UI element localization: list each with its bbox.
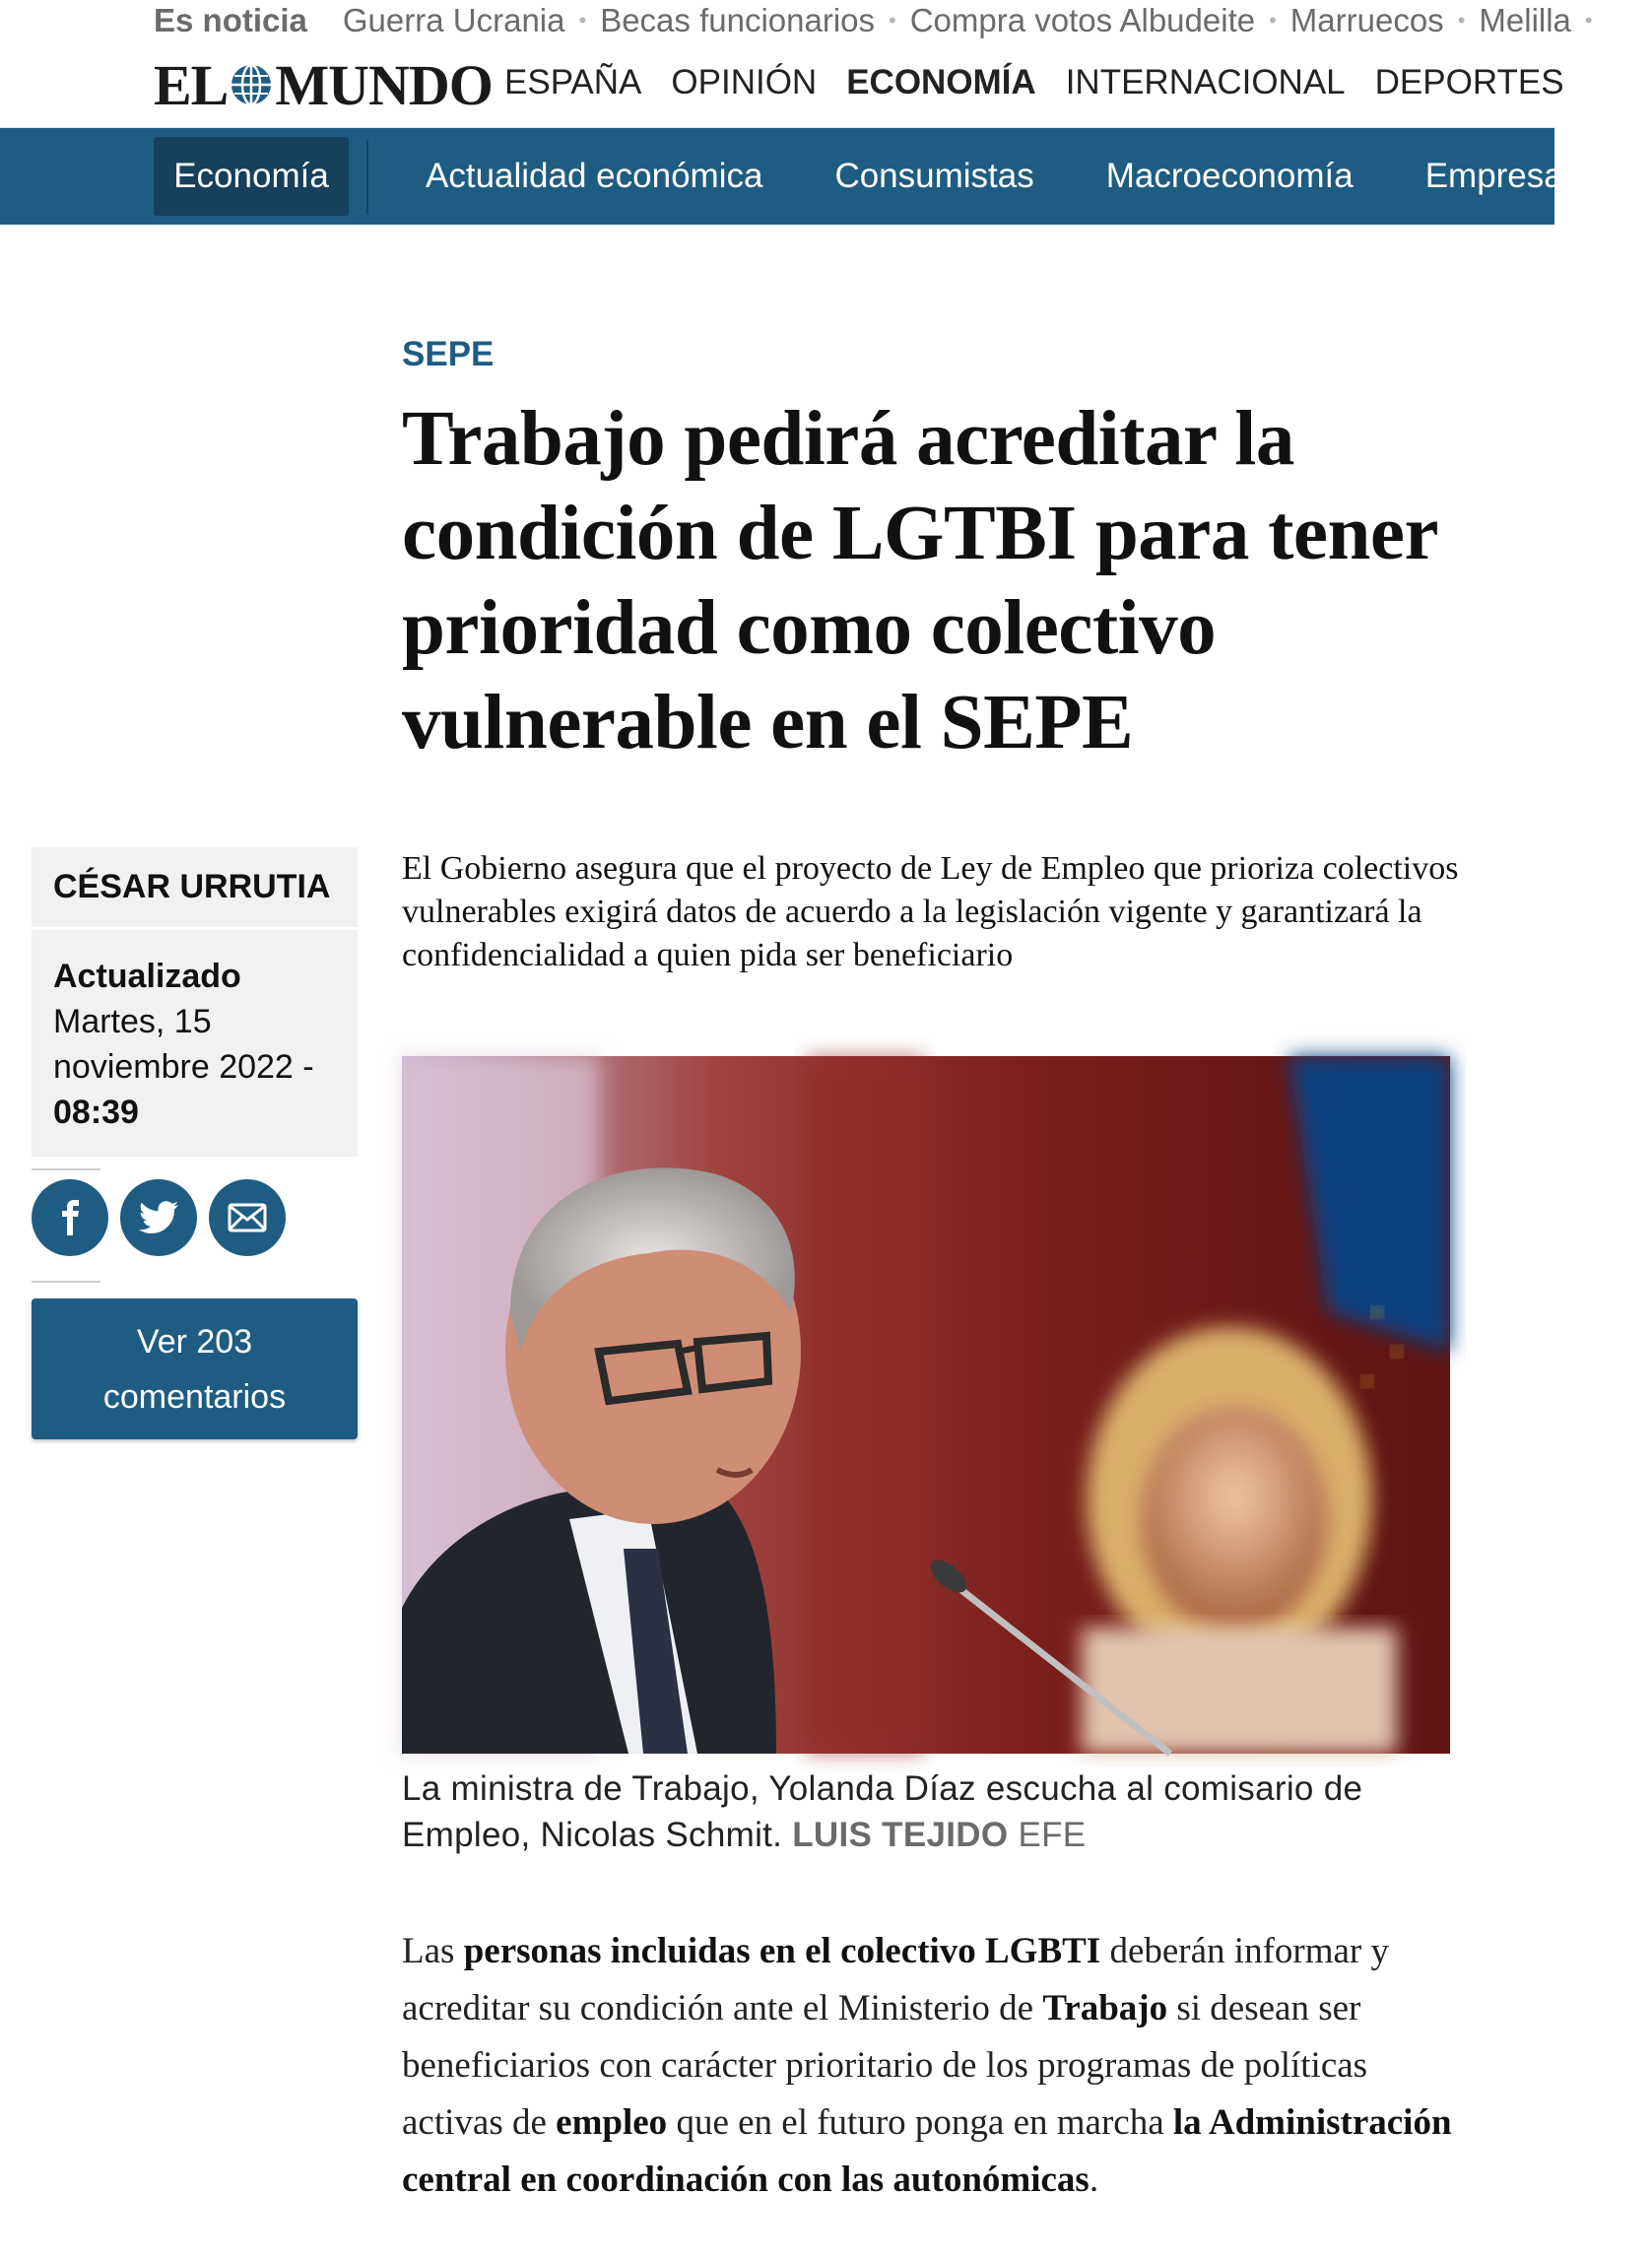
masthead [0,41,1564,128]
article-headline: Trabajo pedirá acreditar la condición de LGTBI para tener prioridad como colectivo vulnerable en el SEPE [402,396,1437,765]
nav-internacional[interactable]: INTERNACIONAL [1065,63,1346,101]
subsection-macroeconomia[interactable]: Macroeconomía [1105,157,1354,195]
share-email-button[interactable] [209,1179,286,1256]
photo-credit: LUIS TEJIDO [792,1816,1009,1854]
nav-economia[interactable]: ECONOMÍA [846,63,1036,101]
section-nav [0,128,1581,225]
trending-link[interactable]: Compra votos Albudeite [909,2,1256,38]
update-info [32,930,358,1157]
share-buttons [32,1179,286,1256]
separator-dot: • [578,8,587,33]
trending-link[interactable]: Becas funcionarios [600,2,876,38]
nav-opinion[interactable]: OPINIÓN [671,63,818,101]
logo-text-right: MUNDO [275,52,493,117]
body-text: Las [402,1931,464,1971]
article-photo[interactable] [402,1056,1450,1754]
body-bold-text: Trabajo [1042,1988,1168,2028]
trending-link[interactable]: Guerra Ucrania [342,2,565,38]
body-bold-text: la Administración central en coordinación con las autonómicas [402,2102,1452,2200]
separator-dot: • [1269,8,1277,33]
body-text: que en el futuro ponga en marcha [667,2102,1173,2143]
divider [32,1168,100,1170]
byline-panel [32,847,358,1157]
email-icon [228,1203,267,1232]
updated-time: 08:39 [53,1094,139,1131]
updated-label: Actualizado [53,958,241,995]
separator-dot: • [1457,8,1466,33]
globe-icon [230,63,273,106]
photo-caption [402,1765,1466,1858]
body-text: . [1089,2160,1099,2200]
nav-espana[interactable]: ESPAÑA [504,63,642,101]
photo-illustration [402,1056,1450,1754]
site-logo[interactable] [154,52,493,117]
body-bold-text: empleo [556,2102,668,2143]
caption-text: La ministra de Trabajo, Yolanda Díaz escucha al comisario de Empleo, Nicolas Schmit. [402,1769,1363,1854]
separator-dot: • [1584,8,1593,33]
trending-link[interactable]: Marruecos [1289,2,1444,38]
body-text: deberán informar y acreditar su condición ante el Ministerio de [402,1931,1389,2028]
share-facebook-button[interactable] [32,1179,108,1256]
separator-dot: • [889,8,896,33]
logo-text-left: EL [154,52,229,117]
main-nav [504,63,1594,102]
comments-word-label: comentarios [102,1378,287,1416]
subsection-actualidad[interactable]: Actualidad económica [426,157,763,195]
article-kicker[interactable]: SEPE [402,335,495,373]
subsection-consumistas[interactable]: Consumistas [834,157,1034,195]
article-standfirst: El Gobierno asegura que el proyecto de Ley de Empleo que prioriza colectivos vulnerables exigirá datos de acuerdo a la legislación vigente y garantizará la confidencialidad a quien pida ser beneficiario [402,850,1459,973]
comments-count-label: Ver 203 [136,1323,253,1361]
trending-link[interactable]: Melilla [1479,2,1571,38]
article-body-paragraph [402,1923,1466,2209]
body-text: si desean ser beneficiarios con carácter prioritario de los programas de políticas activas de [402,1988,1368,2143]
body-bold-text: personas incluidas en el colectivo LGBTI [463,1931,1101,1971]
trending-label: Es noticia [154,2,307,38]
comments-button[interactable] [32,1298,358,1439]
share-twitter-button[interactable] [120,1179,197,1256]
facebook-icon [55,1200,85,1235]
updated-date: Martes, 15 noviembre 2022 - [53,1003,314,1086]
divider [366,140,368,215]
nav-deportes[interactable]: DEPORTES [1374,63,1564,101]
subsection-list [426,128,1652,225]
twitter-icon [139,1201,178,1234]
trending-bar [0,0,1593,41]
photo-agency: EFE [1018,1816,1087,1854]
author-name[interactable]: CÉSAR URRUTIA [32,847,358,930]
section-current-button[interactable]: Economía [154,137,349,216]
subsection-empresas[interactable]: Empresas [1424,157,1581,195]
divider [32,1281,100,1283]
